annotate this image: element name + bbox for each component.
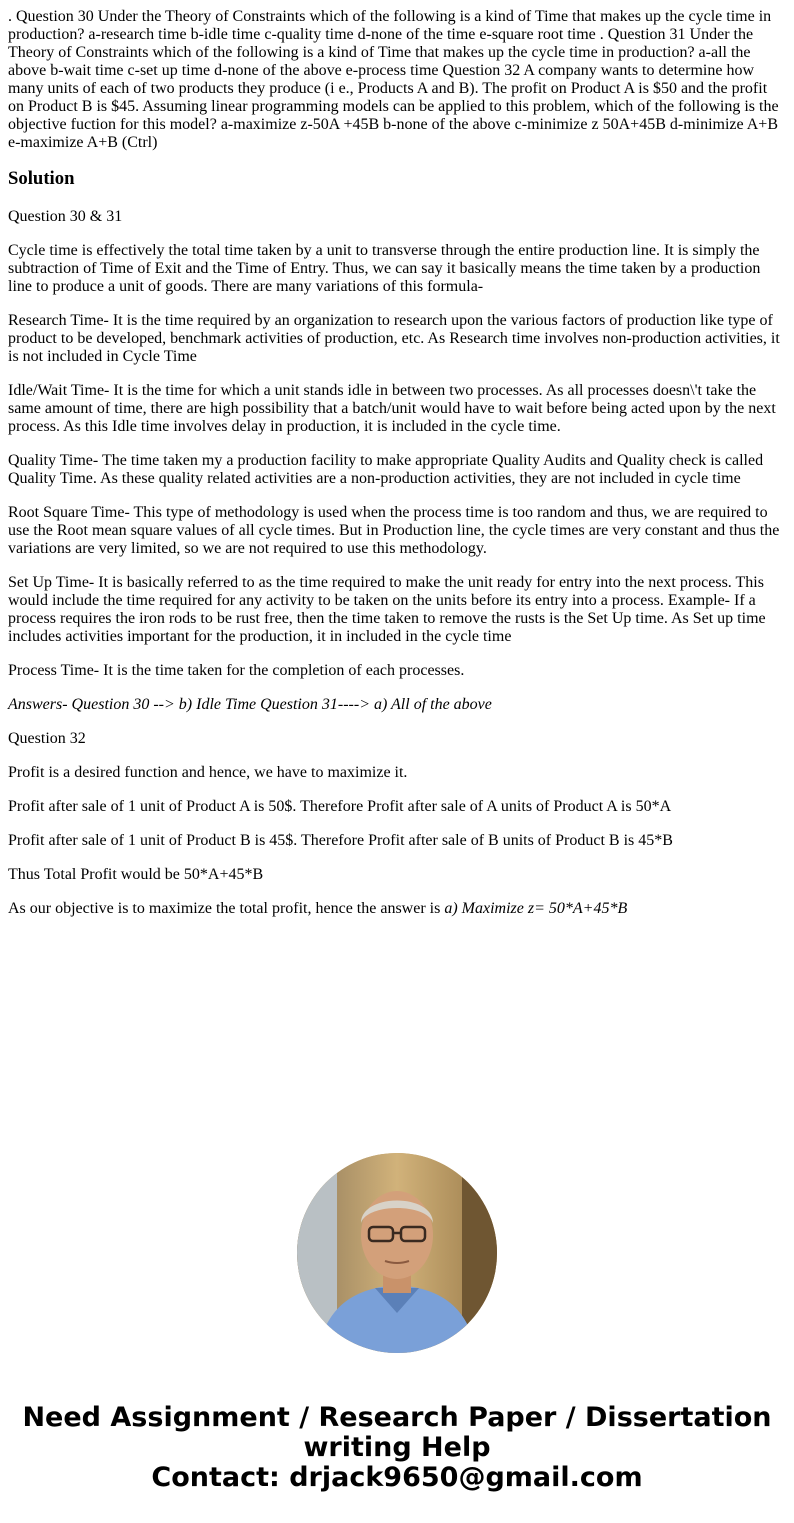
cycle-time-paragraph: Cycle time is effectively the total time taken by a unit to transverse through the entire production line. It is simply the subtraction of Time of Exit and the Time of Entry. Thus, we can say it basically means the time taken by a production line to produce a unit of goods. There are many variations of this formula- — [8, 242, 761, 295]
profit-desired-paragraph: Profit is a desired function and hence, we have to maximize it. — [8, 764, 408, 781]
author-avatar — [297, 1153, 497, 1353]
profit-b-paragraph: Profit after sale of 1 unit of Product B is 45$. Therefore Profit after sale of B units of Product B is 45*B — [8, 832, 673, 849]
q32-heading: Question 32 — [8, 730, 86, 747]
avatar-door-right — [462, 1153, 497, 1353]
objective-prefix: As our objective is to maximize the total profit, hence the answer is — [8, 900, 445, 917]
avatar-portrait — [297, 1153, 497, 1353]
solution-heading: Solution — [8, 168, 75, 189]
profit-a-paragraph: Profit after sale of 1 unit of Product A is 50$. Therefore Profit after sale of A units of Product A is 50*A — [8, 798, 672, 815]
total-profit-paragraph: Thus Total Profit would be 50*A+45*B — [8, 866, 264, 883]
answers-30-31 — [8, 696, 784, 714]
research-time-paragraph: Research Time- It is the time required by an organization to research upon the various factors of production like type of product to be developed, benchmark activities of production, etc. As Research time involves non-production activities, it is not included in Cycle Time — [8, 312, 780, 365]
footer-contact: Contact: drjack9650@gmail.com — [151, 1462, 643, 1493]
question-text: . Question 30 Under the Theory of Constraints which of the following is a kind of Time that makes up the cycle time in production? a-research time b-idle time c-quality time d-none of the time e-square root time . Question 31 Under the Theory of Constraints which of the following is a kind of Time that makes up the cycle time in production? a-all the above b-wait time c-set up time d-none of the above e-process time Question 32 A company wants to determine how many units of each of two products they produce (i e., Products A and B). The profit on Product A is $50 and the profit on Product B is $45. Assuming linear programming models can be applied to this problem, which of the following is the objective fuction for this model? a-maximize z-50A +45B b-none of the above c-minimize z 50A+45B d-minimize A+B e-maximize A+B (Ctrl) — [8, 8, 779, 151]
q30-31-heading: Question 30 & 31 — [8, 208, 123, 225]
footer-banner — [0, 1403, 794, 1493]
idle-time-paragraph: Idle/Wait Time- It is the time for which a unit stands idle in between two processes. As all processes doesn\'t take the same amount of time, there are high possibility that a batch/unit would have to wait before being acted upon by the next process. As this Idle time involves delay in production, it is included in the cycle time. — [8, 382, 776, 435]
setup-time-paragraph: Set Up Time- It is basically referred to as the time required to make the unit ready for entry into the next process. This would include the time required for any activity to be taken on the units before its entry into a process. Example- If a process requires the iron rods to be rust free, then the time taken to remove the rusts is the Set Up time. As Set up time includes activities important for the production, it in included in the cycle time — [8, 574, 766, 645]
objective-answer: a) Maximize z= 50*A+45*B — [444, 900, 628, 917]
footer-line-1: Need Assignment / Research Paper / Dissertation — [22, 1402, 772, 1433]
objective-paragraph — [8, 900, 784, 918]
quality-time-paragraph: Quality Time- The time taken my a production facility to make appropriate Quality Audits and Quality check is called Quality Time. As these quality related activities are a non-production activities, they are not included in cycle time — [8, 452, 764, 487]
process-time-paragraph: Process Time- It is the time taken for the completion of each processes. — [8, 662, 465, 679]
footer-line-2: writing Help — [303, 1432, 491, 1463]
article-content — [8, 8, 784, 934]
answers-30-31-text: Answers- Question 30 --> b) Idle Time Question 31----> a) All of the above — [8, 696, 492, 713]
root-square-time-paragraph: Root Square Time- This type of methodology is used when the process time is too random and thus, we are required to use the Root mean square values of all cycle times. But in Production line, the cycle times are very constant and thus the variations are very limited, so we are not required to use this methodology. — [8, 504, 780, 557]
